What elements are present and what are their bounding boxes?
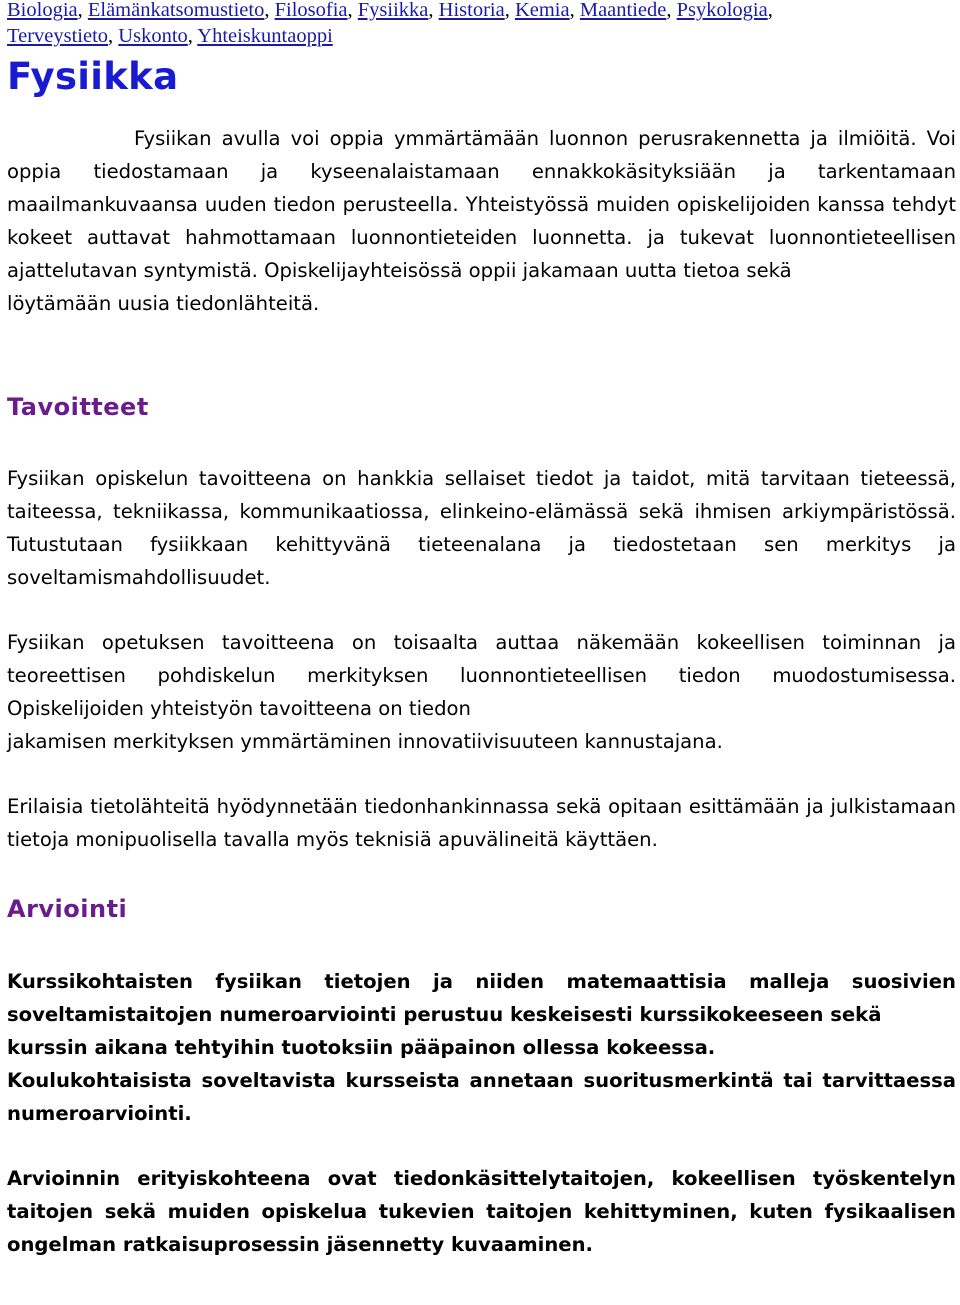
nav-link-fysiikka[interactable]: Fysiikka (357, 0, 429, 21)
evaluation-paragraph-2: Koulukohtaisista soveltavista kursseista annetaan suoritusmerkintä tai tarvittaessa numeroarviointi. (7, 1069, 956, 1125)
nav-link-yhteiskuntaoppi[interactable]: Yhteiskuntaoppi (197, 25, 333, 47)
intro-text-last-line: löytämään uusia tiedonlähteitä. (7, 292, 320, 315)
evaluation-heading: Arviointi (7, 895, 128, 923)
goals-paragraph-2-text: Fysiikan opetuksen tavoitteena on toisaalta auttaa näkemään kokeellisen toiminnan ja teoreettisen pohdiskelun merkityksen luonnontieteellisen tiedon muodostumisessa. Opiskelijoiden yhteistyön tavoitteena on tiedon (7, 631, 956, 720)
nav-link-biologia[interactable]: Biologia (7, 0, 78, 21)
nav-link-terveystieto[interactable]: Terveystieto (7, 25, 109, 47)
nav-link-uskonto[interactable]: Uskonto (118, 25, 188, 47)
nav-link-kemia[interactable]: Kemia (514, 0, 570, 21)
evaluation-p1-line-3: kurssin aikana tehtyihin tuotoksiin pääpainon ollessa kokeessa. (7, 1036, 716, 1059)
nav-link-historia[interactable]: Historia (438, 0, 505, 21)
nav-link-elamankatsomustieto[interactable]: Elämänkatsomustieto (87, 0, 265, 21)
nav-link-psykologia[interactable]: Psykologia (676, 0, 768, 21)
evaluation-p1-line-2: soveltamistaitojen numeroarviointi perustuu keskeisesti kurssikokeeseen sekä (7, 1003, 882, 1026)
evaluation-paragraph-1 (7, 965, 956, 1064)
intro-text: Fysiikan avulla voi oppia ymmärtämään luonnon perusrakennetta ja ilmiöitä. Voi oppia tiedostamaan ja kyseenalaistamaan ennakkokäsityksiään ja tarkentamaan maailmankuvaansa uuden tiedon perusteella. Yhteistyössä muiden opiskelijoiden kanssa tehdyt kokeet auttavat hahmottamaan luonnontieteiden luonnetta. ja tukevat luonnontieteellisen ajattelutavan syntymistä. Opiskelijayhteisössä oppii jakamaan uutta tietoa sekä (7, 127, 956, 282)
evaluation-p1-line-1: Kurssikohtaisten fysiikan tietojen ja niiden matemaattisia malleja suosivien (7, 970, 956, 993)
page-title: Fysiikka (7, 55, 179, 98)
goals-paragraph-3: Erilaisia tietolähteitä hyödynnetään tiedonhankinnassa sekä opitaan esittämään ja julkistamaan tietoja monipuolisella tavalla myös teknisiä apuvälineitä käyttäen. (7, 795, 956, 851)
goals-paragraph-2 (7, 626, 956, 758)
goals-heading: Tavoitteet (7, 393, 149, 421)
intro-paragraph (7, 122, 956, 320)
evaluation-paragraph-3: Arvioinnin erityiskohteena ovat tiedonkäsittelytaitojen, kokeellisen työskentelyn taitojen sekä muiden opiskelua tukevien taitojen kehittyminen, kuten fysikaalisen ongelman ratkaisuprosessin jäsennetty kuvaaminen. (7, 1167, 956, 1256)
nav-link-maantiede[interactable]: Maantiede (579, 0, 667, 21)
nav-link-filosofia[interactable]: Filosofia (274, 0, 348, 21)
goals-paragraph-2-last-line: jakamisen merkityksen ymmärtäminen innovatiivisuuteen kannustajana. (7, 730, 723, 753)
goals-paragraph-1: Fysiikan opiskelun tavoitteena on hankkia sellaiset tiedot ja taidot, mitä tarvitaan tieteessä, taiteessa, tekniikassa, kommunikaatiossa, elinkeino-elämässä sekä ihmisen arkiympäristössä. Tutustutaan fysiikkaan kehittyvänä tieteenalana ja tiedostetaan sen merkitys ja soveltamismahdollisuudet. (7, 467, 956, 589)
subject-nav: Biologia, Elämänkatsomustieto, Filosofia, Fysiikka, Historia, Kemia, Maantiede, Psykologia, Terveystieto, Uskonto, Yhteiskuntaoppi (7, 0, 773, 47)
